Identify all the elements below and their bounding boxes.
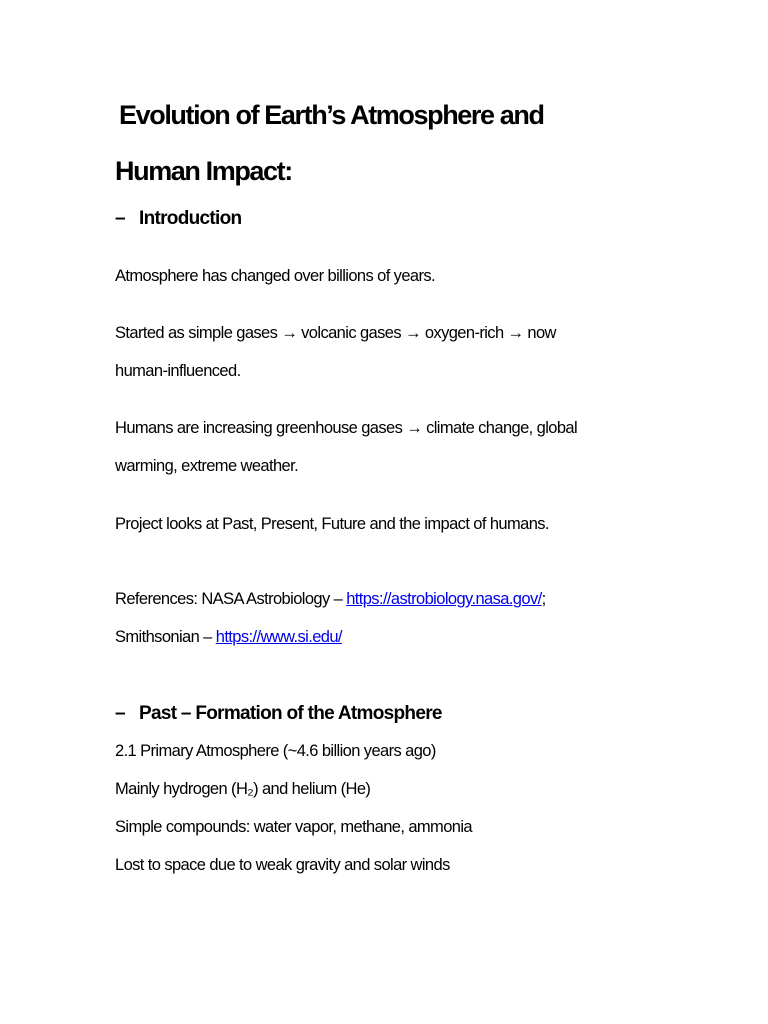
- references-suffix: ;: [541, 590, 546, 608]
- title-line-1: Evolution of Earth’s Atmosphere and: [119, 100, 544, 130]
- references-line-2: [115, 628, 342, 647]
- intro-line-1: Atmosphere has changed over billions of years.: [115, 267, 436, 285]
- past-line-3: Simple compounds: water vapor, methane, ammonia: [115, 818, 472, 836]
- nasa-astrobiology-link[interactable]: https://astrobiology.nasa.gov/: [346, 590, 542, 608]
- past-line-2: Mainly hydrogen (H₂) and helium (He): [115, 780, 371, 798]
- smithsonian-link[interactable]: https://www.si.edu/: [215, 628, 342, 646]
- intro-line-3: human-influenced.: [115, 362, 241, 380]
- past-line-4: Lost to space due to weak gravity and solar winds: [115, 856, 450, 874]
- intro-line-4: Humans are increasing greenhouse gases → climate change, global: [115, 419, 578, 437]
- intro-line-6: Project looks at Past, Present, Future and the impact of humans.: [115, 515, 549, 533]
- section-heading-past: [115, 703, 442, 725]
- intro-line-2: Started as simple gases → volcanic gases → oxygen-rich → now: [115, 324, 556, 342]
- title-line-2: Human Impact:: [115, 156, 292, 186]
- heading-text: Introduction: [139, 208, 242, 229]
- references-prefix: References: NASA Astrobiology –: [115, 590, 347, 608]
- heading-text: Past – Formation of the Atmosphere: [139, 703, 442, 724]
- heading-bullet: –: [115, 703, 125, 724]
- heading-bullet: –: [115, 208, 125, 229]
- intro-line-5: warming, extreme weather.: [115, 457, 299, 475]
- section-heading-introduction: [115, 208, 241, 230]
- references-line-1: [115, 590, 546, 609]
- past-line-1: 2.1 Primary Atmosphere (~4.6 billion years ago): [115, 742, 436, 760]
- smithsonian-prefix: Smithsonian –: [115, 628, 216, 646]
